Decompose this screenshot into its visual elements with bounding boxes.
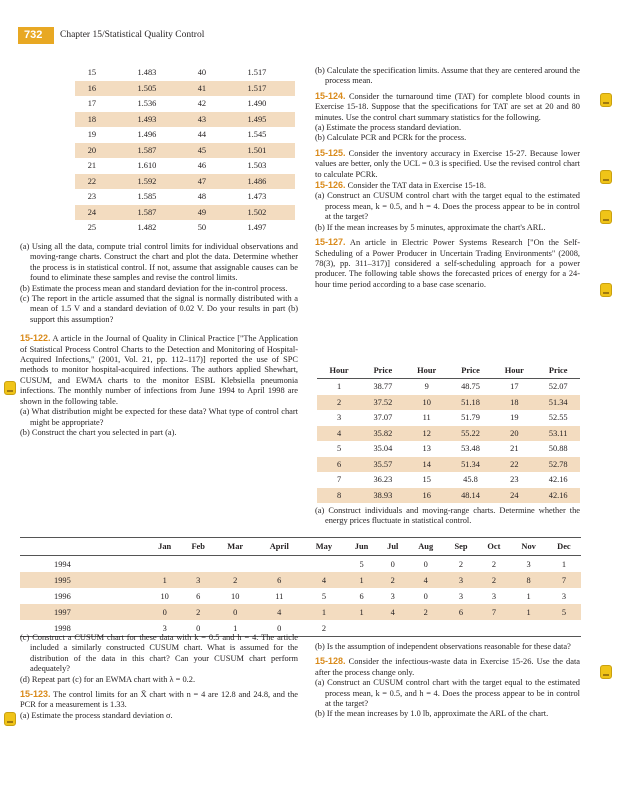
table-cell xyxy=(407,620,445,637)
table-cell xyxy=(215,556,255,573)
table-cell: 1997 xyxy=(20,604,148,620)
table-row xyxy=(20,588,581,604)
table-cell: 10 xyxy=(231,591,240,601)
table-cell: 3 xyxy=(526,559,531,569)
table-cell: 12 xyxy=(405,426,449,442)
table-cell: 0 xyxy=(196,623,201,633)
table-cell: 8 xyxy=(317,488,361,504)
infection-table xyxy=(20,537,581,637)
table-cell: 16 xyxy=(405,488,449,504)
table-cell: 1.592 xyxy=(109,174,185,190)
table-cell: 2 xyxy=(477,572,510,588)
table-cell: 6 xyxy=(317,457,361,473)
column-header: April xyxy=(255,538,303,556)
table-cell xyxy=(148,556,181,573)
part-b: (b) Construct the chart you selected in part (a). xyxy=(20,427,177,437)
part-c: (c) Construct a CUSUM chart for these data with k = 0.5 and h = 4. The article included a similarly constructed CUSUM chart. What is assumed for the distribution of the data in this chart? Can your CUSUM chart perform adequately? xyxy=(20,633,298,674)
table-cell: 44 xyxy=(197,130,207,140)
table-cell: 1.610 xyxy=(137,161,157,171)
column-header: May xyxy=(303,538,344,556)
part-d: (d) Repeat part (c) for an EWMA chart with λ = 0.2. xyxy=(20,674,196,684)
table-cell xyxy=(303,556,344,573)
table-cell: 36.23 xyxy=(373,475,393,485)
part-a: (a) Using all the data, compute trial control limits for individual observations and moving-range charts. Construct the chart and plot the data. Determine whether the process is in statistical control. If not, assume that assignable causes can be found to eliminate these samples and revise the control limits. xyxy=(20,242,298,283)
table-cell: 4 xyxy=(317,426,361,442)
exercise-number: 15-128. xyxy=(315,656,346,667)
table-cell: 2 xyxy=(491,559,497,569)
table-cell: 23 xyxy=(87,192,97,202)
table-cell: 5 xyxy=(547,604,581,620)
table-cell: 1.483 xyxy=(137,68,157,78)
table-cell: 1.536 xyxy=(137,99,157,109)
exercise-text: A article in the Journal of Quality in Clinical Practice ["The Application of Statistical Process Control Charts to the Detection and Monitoring of Hospital-Acquired Infections," (2001, Vol. 21, pp. 112–117)] reported the use of SPC methods to monitor hospital-acquired infections. The authors applied Shewhart, CUSUM, and EWMA charts to the monitor ESBL Klebsiella pneumonia infections. The monthly number of infections from June 1994 to April 1998 are shown in the following table. xyxy=(20,334,298,406)
left-column xyxy=(20,242,298,438)
table-cell: 52.55 xyxy=(548,413,568,423)
part-b: (b) If the mean increases by 1.0 lb, approximate the ARL of the chart. xyxy=(315,709,549,719)
column-header: Jul xyxy=(379,538,407,556)
table-cell: 2 xyxy=(379,572,407,588)
table-cell: 35.82 xyxy=(361,426,405,442)
table-cell: 51.34 xyxy=(536,395,580,411)
table-cell: 49 xyxy=(185,205,219,221)
energy-price-table xyxy=(317,363,580,503)
table-cell: 22 xyxy=(492,457,536,473)
exercise-number: 15-122. xyxy=(20,333,51,344)
exercise-number: 15-123. xyxy=(20,689,51,700)
table-row xyxy=(317,457,580,473)
table-cell: 3 xyxy=(390,591,395,601)
table-cell: 4 xyxy=(303,572,344,588)
table-cell: 55.22 xyxy=(449,426,493,442)
table-row xyxy=(75,112,295,128)
exercise-15-126 xyxy=(315,180,580,191)
table-cell: 6 xyxy=(196,591,201,601)
table-cell: 52.07 xyxy=(548,382,568,392)
table-cell: 0 xyxy=(277,623,282,633)
table-cell: 7 xyxy=(477,604,510,620)
table-cell: 4 xyxy=(407,572,445,588)
table-cell: 1.587 xyxy=(109,205,185,221)
table-row xyxy=(317,379,580,395)
column-header: Jan xyxy=(148,538,181,556)
column-header: Mar xyxy=(215,538,255,556)
table-cell: 6 xyxy=(445,604,478,620)
table-cell: 3 xyxy=(181,572,215,588)
table-cell: 7 xyxy=(547,572,581,588)
table-cell: 45 xyxy=(185,143,219,159)
table-cell: 0 xyxy=(423,591,428,601)
table-cell xyxy=(255,556,303,573)
table-cell: 1.482 xyxy=(137,223,157,233)
table-cell: 1 xyxy=(233,623,238,633)
exercise-text: Consider the infectious-waste data in Exercise 15-26. Use the data after the process change only. xyxy=(315,657,580,677)
bottom-left-column xyxy=(20,633,298,721)
table-row xyxy=(75,158,295,174)
table-cell: 1.490 xyxy=(247,99,267,109)
table-cell: 3 xyxy=(458,591,464,601)
table-row xyxy=(317,410,580,426)
table-cell: 15 xyxy=(422,475,431,485)
table-cell: 10 xyxy=(160,591,169,601)
part-b: (b) Calculate the specification limits. Assume that they are centered around the process mean. xyxy=(315,66,580,86)
table-cell: 2 xyxy=(181,604,215,620)
table-cell: 1.545 xyxy=(247,130,267,140)
table-cell: 1.486 xyxy=(219,174,295,190)
exercise-15-123 xyxy=(20,689,298,711)
table-cell xyxy=(344,620,378,637)
table-cell: 48.75 xyxy=(461,382,480,392)
exercise-15-124 xyxy=(315,91,580,123)
table-cell: 43 xyxy=(185,112,219,128)
column-header: Oct xyxy=(477,538,510,556)
table-row xyxy=(75,96,295,112)
table-row xyxy=(75,174,295,190)
table-row xyxy=(317,488,580,504)
table-cell: 24 xyxy=(492,488,536,504)
table-cell: 6 xyxy=(255,572,303,588)
media-icon[interactable] xyxy=(600,210,612,224)
table-cell: 2 xyxy=(458,559,464,569)
table-row xyxy=(75,220,295,236)
exercise-text: Consider the TAT data in Exercise 15-18. xyxy=(347,181,486,191)
table-cell: 19 xyxy=(510,413,519,423)
table-cell: 1.585 xyxy=(137,192,157,202)
exercise-15-127 xyxy=(315,237,580,290)
table-cell: 1 xyxy=(344,604,378,620)
table-cell: 11 xyxy=(275,591,284,601)
part-a: (a) Estimate the process standard deviation σ. xyxy=(20,710,173,720)
table-row xyxy=(317,426,580,442)
table-cell: 3 xyxy=(336,413,342,423)
table-cell: 24 xyxy=(75,205,109,221)
table-cell: 22 xyxy=(75,174,109,190)
table-cell xyxy=(547,620,581,637)
table-row xyxy=(75,81,295,97)
table-cell: 18 xyxy=(75,112,109,128)
table-cell: 3 xyxy=(445,572,478,588)
column-header: Price xyxy=(361,363,405,379)
table-cell: 40 xyxy=(197,68,207,78)
table-cell: 3 xyxy=(162,623,167,633)
table-cell: 41 xyxy=(185,81,219,97)
table-cell: 0 xyxy=(423,559,428,569)
table-row xyxy=(317,441,580,457)
table-cell xyxy=(181,556,215,573)
table-cell: 2 xyxy=(317,395,361,411)
table-row xyxy=(75,205,295,221)
part-b: (b) If the mean increases by 5 minutes, approximate the chart's ARL. xyxy=(315,222,546,232)
table-cell: 50.88 xyxy=(548,444,568,454)
table-cell: 2 xyxy=(407,604,445,620)
table-cell: 4 xyxy=(255,604,303,620)
price-part-a xyxy=(315,506,580,527)
part-b: (b) Estimate the process mean and standard deviation for the in-control process. xyxy=(20,283,288,293)
table-cell: 23 xyxy=(510,475,519,485)
part-a: (a) Construct an CUSUM control chart with the target equal to the estimated process mean, k = 0.5, and h = 4. Does the process appear to be in control at the target? xyxy=(315,191,580,222)
table-cell: 17 xyxy=(510,382,519,392)
table-row xyxy=(317,472,580,488)
table-row xyxy=(317,395,580,411)
table-cell: 1 xyxy=(510,604,546,620)
table-row xyxy=(20,604,581,620)
table-row xyxy=(75,189,295,205)
table-cell: 51.18 xyxy=(449,395,493,411)
table-cell: 50 xyxy=(197,223,207,233)
table-cell: 1.495 xyxy=(219,112,295,128)
table-cell: 9 xyxy=(424,382,429,392)
table-cell: 1995 xyxy=(20,572,148,588)
exercise-15-125 xyxy=(315,148,580,180)
table-cell: 1.503 xyxy=(247,161,267,171)
table-cell: 48 xyxy=(197,192,207,202)
table-cell: 0 xyxy=(390,559,395,569)
table-cell xyxy=(510,620,546,637)
table-cell xyxy=(379,620,407,637)
media-icon[interactable] xyxy=(600,283,612,297)
table-cell: 3 xyxy=(491,591,497,601)
table-row xyxy=(20,556,581,573)
column-header: Feb xyxy=(181,538,215,556)
table-cell: 19 xyxy=(87,130,97,140)
table-cell: 1.501 xyxy=(219,143,295,159)
table-cell xyxy=(477,620,510,637)
table-cell: 0 xyxy=(215,604,255,620)
part-a: (a) Estimate the process standard deviation. xyxy=(315,123,462,133)
table-cell: 51.34 xyxy=(449,457,493,473)
table-cell: 35.04 xyxy=(373,444,393,454)
exercise-number: 15-127. xyxy=(315,237,346,248)
table-cell: 14 xyxy=(405,457,449,473)
column-header: Hour xyxy=(317,363,361,379)
table-cell: 1.505 xyxy=(109,81,185,97)
table-cell: 51.79 xyxy=(461,413,480,423)
table-cell: 45.8 xyxy=(463,475,478,485)
table-cell: 1.587 xyxy=(109,143,185,159)
exercise-text: An article in Electric Power Systems Research ["On the Self-Scheduling of a Power Producer in Uncertain Trading Environments" (2008, 78(3), pp. 311–317)] considered a self-scheduling approach for a power producer. The following table shows the forecasted prices of energy for a 24-hour time period according to a base case scenario. xyxy=(315,238,580,289)
table-cell: 11 xyxy=(422,413,431,423)
table-cell: 20 xyxy=(75,143,109,159)
table-cell: 1.517 xyxy=(247,68,267,78)
table-cell: 5 xyxy=(336,444,342,454)
table-cell: 15 xyxy=(87,68,97,78)
table-row xyxy=(75,143,295,159)
media-icon[interactable] xyxy=(600,665,612,679)
table-cell: 1 xyxy=(344,572,378,588)
table-cell: 1998 xyxy=(54,623,71,633)
table-cell: 20 xyxy=(492,426,536,442)
table-cell: 1 xyxy=(303,604,344,620)
table-cell: 1.496 xyxy=(137,130,157,140)
table-cell: 1.502 xyxy=(219,205,295,221)
column-header: Nov xyxy=(510,538,546,556)
media-icon[interactable] xyxy=(600,170,612,184)
table-cell: 1994 xyxy=(54,559,71,569)
part-a: (a) Construct individuals and moving-range charts. Determine whether the energy prices fluctuate in statistical control. xyxy=(315,506,580,526)
exercise-number: 15-124. xyxy=(315,90,346,101)
part-c: (c) The report in the article assumed that the signal is normally distributed with a mean of 1.5 V and a standard deviation of 0.02 V. Do your results in part (b) support this assumption? xyxy=(20,294,298,324)
table-cell: 6 xyxy=(359,591,364,601)
column-header: Sep xyxy=(445,538,478,556)
bottom-right-column xyxy=(315,642,580,720)
part-a: (a) Construct an CUSUM control chart with the target equal to the estimated process mean, k = 0.5, and h = 4. Does the process appear to be in control at the target? xyxy=(315,678,580,709)
table-cell: 1996 xyxy=(54,591,71,601)
table-cell: 5 xyxy=(321,591,327,601)
exercise-number: 15-126. xyxy=(315,180,346,191)
table-row xyxy=(75,65,295,81)
column-header: Hour xyxy=(405,363,449,379)
media-icon[interactable] xyxy=(4,381,16,395)
table-cell: 13 xyxy=(422,444,431,454)
column-header: Aug xyxy=(407,538,445,556)
table-cell: 1 xyxy=(336,382,342,392)
page-number: 732 xyxy=(18,27,54,44)
table-cell: 1.473 xyxy=(247,192,267,202)
table-cell: 46 xyxy=(197,161,207,171)
table-cell: 42.16 xyxy=(548,475,568,485)
table-cell: 3 xyxy=(561,591,567,601)
signal-data-table xyxy=(75,65,295,236)
table-cell: 37.07 xyxy=(373,413,393,423)
table-cell: 1.493 xyxy=(109,112,185,128)
column-header: Dec xyxy=(547,538,581,556)
table-cell: 1.497 xyxy=(247,223,267,233)
table-cell xyxy=(445,620,478,637)
exercise-text: The control limits for an X̄ chart with n = 4 are 12.8 and 24.8, and the PCR for a measurement is 1.33. xyxy=(20,690,298,710)
table-cell: 35.57 xyxy=(361,457,405,473)
table-cell: 38.77 xyxy=(373,382,393,392)
right-column xyxy=(315,66,580,290)
table-cell: 2 xyxy=(215,572,255,588)
table-cell: 21 xyxy=(87,161,97,171)
table-cell: 4 xyxy=(379,604,407,620)
table-cell: 25 xyxy=(87,223,97,233)
table-row xyxy=(75,127,295,143)
table-cell: 8 xyxy=(510,572,546,588)
table-cell: 5 xyxy=(359,559,364,569)
column-header: Jun xyxy=(344,538,378,556)
media-icon[interactable] xyxy=(600,93,612,107)
table-cell: 21 xyxy=(510,444,519,454)
part-b: (b) Is the assumption of independent observations reasonable for these data? xyxy=(315,642,571,651)
table-row xyxy=(20,572,581,588)
part-a: (a) What distribution might be expected for these data? What type of control chart might be appropriate? xyxy=(20,407,298,427)
table-cell: 1 xyxy=(148,572,181,588)
chapter-title: Chapter 15/Statistical Quality Control xyxy=(60,30,205,40)
media-icon[interactable] xyxy=(4,712,16,726)
table-cell: 1 xyxy=(561,559,567,569)
table-cell: 1 xyxy=(526,591,531,601)
table-cell: 16 xyxy=(75,81,109,97)
exercise-text: Consider the turnaround time (TAT) for complete blood counts in Exercise 15-18. Suppose that the specifications for TAT are set at 20 and 80 minutes. Use the control chart summary statistics for the following. xyxy=(315,91,580,122)
table-cell: 0 xyxy=(148,604,181,620)
exercise-15-122 xyxy=(20,333,298,407)
table-cell: 53.11 xyxy=(536,426,580,442)
table-cell: 53.48 xyxy=(461,444,480,454)
table-cell: 38.93 xyxy=(361,488,405,504)
exercise-number: 15-125. xyxy=(315,147,346,158)
table-cell: 48.14 xyxy=(449,488,493,504)
part-b: (b) Calculate PCR and PCRk for the process. xyxy=(315,133,467,143)
table-cell: 47 xyxy=(185,174,219,190)
column-header: Price xyxy=(536,363,580,379)
column-header: Price xyxy=(449,363,493,379)
table-cell: 18 xyxy=(492,395,536,411)
exercise-15-128 xyxy=(315,656,580,678)
table-cell: 2 xyxy=(321,623,327,633)
table-cell: 10 xyxy=(405,395,449,411)
table-cell: 7 xyxy=(336,475,342,485)
table-cell: 42 xyxy=(197,99,207,109)
table-cell: 1.517 xyxy=(219,81,295,97)
table-cell: 42.16 xyxy=(536,488,580,504)
exercise-text: Consider the inventory accuracy in Exercise 15-27. Because lower values are better, only the UCL = 0.3 is specified. Use the revised control chart to calculate PCRk. xyxy=(315,148,580,179)
table-cell: 37.52 xyxy=(361,395,405,411)
column-header: Hour xyxy=(492,363,536,379)
column-header xyxy=(20,538,148,556)
table-cell: 17 xyxy=(87,99,97,109)
table-cell: 52.78 xyxy=(536,457,580,473)
